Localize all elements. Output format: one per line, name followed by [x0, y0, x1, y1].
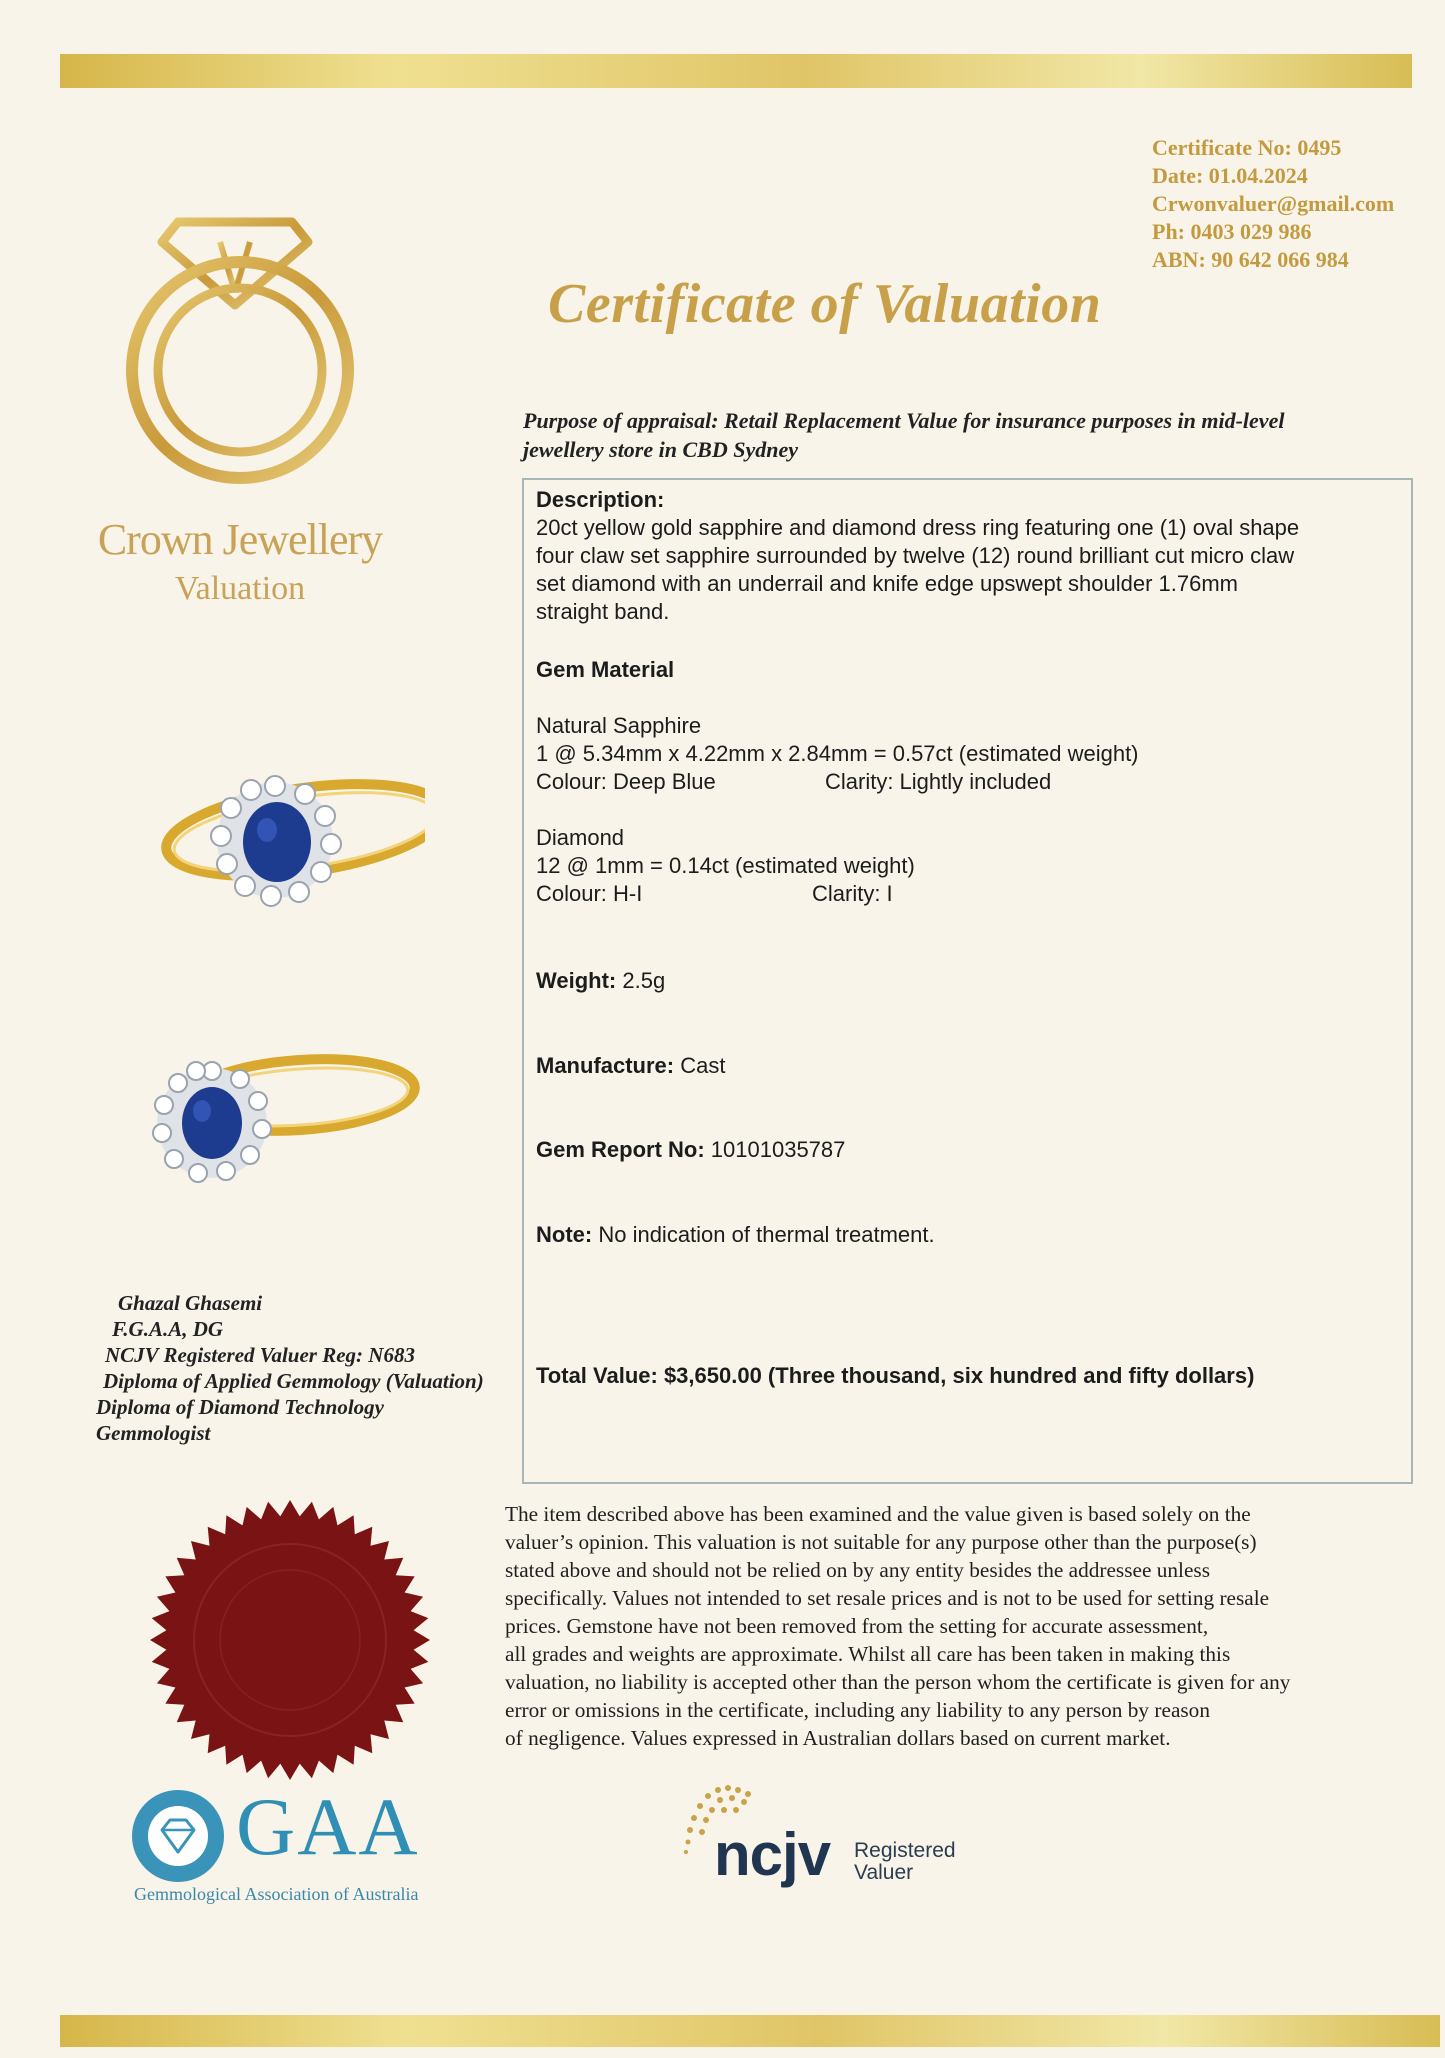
- weight-value: 2.5g: [616, 968, 666, 993]
- diamond-colour: Colour: H-I: [536, 881, 643, 906]
- note-value: No indication of thermal treatment.: [592, 1222, 935, 1247]
- ncjv-logo: [678, 1780, 998, 1910]
- sapphire-section: [536, 712, 1406, 796]
- bottom-gold-bar: [60, 2015, 1440, 2047]
- disclaimer-line: valuation, no liability is accepted other than the person whom the certificate is given for any: [505, 1670, 1291, 1694]
- disclaimer-text: [505, 1500, 1415, 1752]
- gaa-fullname: Gemmological Association of Australia: [134, 1884, 419, 1904]
- seal-body: [150, 1500, 430, 1780]
- valuer-registration: NCJV Registered Valuer Reg: N683: [105, 1343, 415, 1367]
- ncjv-line: Registered: [854, 1839, 956, 1862]
- ncjv-line: Valuer: [854, 1861, 914, 1884]
- description-line: set diamond with an underrail and knife edge upswept shoulder 1.76mm: [536, 571, 1238, 596]
- contact-phone: Ph: 0403 029 986: [1152, 219, 1312, 244]
- purpose-line: Purpose of appraisal: Retail Replacement Value for insurance purposes in mid-level: [523, 408, 1285, 433]
- diamond-title: Diamond: [536, 825, 625, 850]
- gem-report-value: 10101035787: [704, 1137, 846, 1162]
- disclaimer-line: of negligence. Values expressed in Australian dollars based on current market.: [505, 1726, 1171, 1750]
- description-line: four claw set sapphire surrounded by twelve (12) round brilliant cut micro claw: [536, 543, 1295, 568]
- brand-subtitle: Valuation: [174, 570, 306, 607]
- purpose-line: jewellery store in CBD Sydney: [523, 437, 798, 462]
- gaa-emblem-icon: [128, 1786, 228, 1886]
- valuer-title: Gemmologist: [96, 1421, 211, 1445]
- description-line: 20ct yellow gold sapphire and diamond dress ring featuring one (1) oval shape: [536, 515, 1300, 540]
- gaa-wordmark: GAA: [236, 1781, 420, 1872]
- note-label: Note:: [536, 1222, 593, 1247]
- sapphire-colour: Colour: Deep Blue: [536, 769, 716, 794]
- valuer-diploma: Diploma of Applied Gemmology (Valuation): [103, 1369, 484, 1393]
- disclaimer-line: error or omissions in the certificate, including any liability to any person by reason: [505, 1698, 1210, 1722]
- purpose-of-appraisal: [523, 406, 1403, 464]
- gem-report-label: Gem Report No:: [536, 1137, 705, 1162]
- disclaimer-line: valuer’s opinion. This valuation is not suitable for any purpose other than the purpose(s): [505, 1530, 1257, 1554]
- sapphire-title: Natural Sapphire: [536, 713, 702, 738]
- weight-row: [536, 967, 1406, 995]
- gem-material-label: Gem Material: [536, 657, 675, 682]
- valuer-diploma: Diploma of Diamond Technology: [96, 1395, 384, 1419]
- note-row: [536, 1221, 1406, 1249]
- brand-name: Crown Jewellery: [97, 515, 383, 564]
- abn-number: ABN: 90 642 066 984: [1152, 247, 1349, 272]
- valuer-name: Ghazal Ghasemi: [118, 1291, 263, 1315]
- disclaimer-line: specifically. Values not intended to set resale prices and is not to be used for setting resale: [505, 1586, 1270, 1610]
- valuer-credentials: [96, 1290, 536, 1446]
- diamond-section: [536, 824, 1406, 908]
- sapphire-clarity: Clarity: Lightly included: [825, 769, 1052, 794]
- contact-email: Crwonvaluer@gmail.com: [1152, 191, 1395, 216]
- certificate-date: Date: 01.04.2024: [1152, 163, 1308, 188]
- valuer-qualifications: F.G.A.A, DG: [112, 1317, 224, 1341]
- disclaimer-line: all grades and weights are approximate. Whilst all care has been taken in making this: [505, 1642, 1231, 1666]
- ring-photo-side: [150, 1025, 420, 1190]
- ncjv-registered-valuer: [854, 1840, 956, 1884]
- disclaimer-line: stated above and should not be relied on by any entity besides the addressee unless: [505, 1558, 1210, 1582]
- certificate-number: Certificate No: 0495: [1152, 135, 1342, 160]
- description-line: straight band.: [536, 599, 670, 624]
- ring-photo-top: [135, 760, 425, 920]
- page-title: Certificate of Valuation: [548, 273, 1102, 335]
- certificate-meta: [1152, 134, 1442, 274]
- diamond-measure: 12 @ 1mm = 0.14ct (estimated weight): [536, 853, 915, 878]
- sapphire-measure: 1 @ 5.34mm x 4.22mm x 2.84mm = 0.57ct (estimated weight): [536, 741, 1139, 766]
- manufacture-label: Manufacture:: [536, 1053, 675, 1078]
- manufacture-row: [536, 1052, 1406, 1080]
- crown-ring-logo: [120, 200, 370, 500]
- ncjv-wordmark: ncjv: [714, 1821, 831, 1888]
- red-wax-seal: [140, 1490, 440, 1790]
- description-label: Description:: [536, 487, 665, 512]
- top-gold-bar: [60, 54, 1412, 88]
- diamond-clarity: Clarity: I: [812, 881, 893, 906]
- manufacture-value: Cast: [674, 1053, 726, 1078]
- gem-report-row: [536, 1136, 1406, 1164]
- total-value: Total Value: $3,650.00 (Three thousand, six hundred and fifty dollars): [536, 1363, 1255, 1388]
- disclaimer-line: prices. Gemstone have not been removed from the setting for accurate assessment,: [505, 1614, 1209, 1638]
- gaa-logo: [128, 1780, 468, 1910]
- weight-label: Weight:: [536, 968, 617, 993]
- disclaimer-line: The item described above has been examined and the value given is based solely on the: [505, 1502, 1251, 1526]
